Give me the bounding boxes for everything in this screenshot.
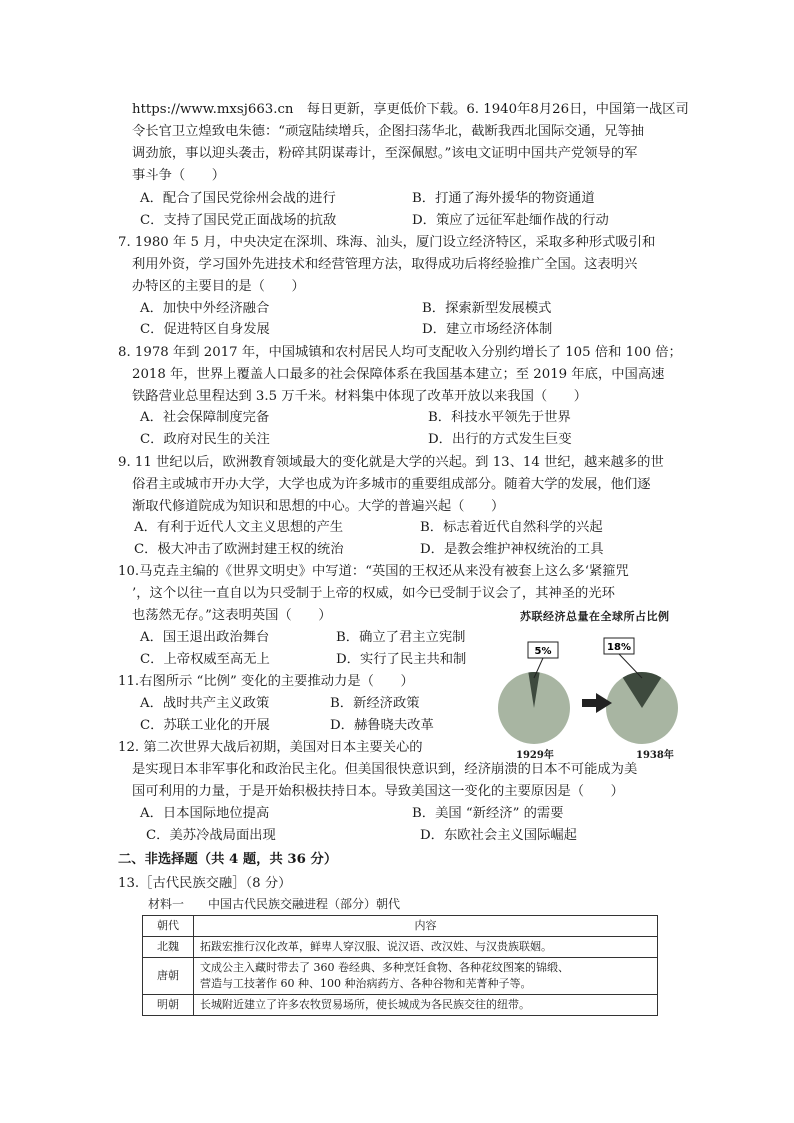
content-line: 长城附近建立了许多农牧贸易场所，使长城成为各民族交往的纽带。 — [200, 998, 530, 1011]
q12-option-b: B．美国 “新经济” 的需要 — [412, 806, 564, 821]
chart-title: 苏联经济总量在全球所占比例 — [520, 610, 670, 623]
q8-option-c: C．政府对民生的关注 — [140, 432, 270, 447]
q11-line1: 11.右图所示 “比例” 变化的主要推动力是（ ） — [118, 674, 414, 689]
q6-line3: 调劲旅，事以迎头袭击，粉碎其阴谋毒计，至深佩慰。”该电文证明中国共产党领导的军 — [132, 146, 638, 161]
q10-option-c: C．上帝权威至高无上 — [140, 652, 270, 667]
q6-line1: https://www.mxsj663.cn 每日更新，享更低价下载。6. 1940年8月26日，中国第一战区司 — [132, 102, 689, 117]
q6-line2: 令长官卫立煌致电朱德：“顽寇陆续增兵，企图扫荡华北，截断我西北国际交通，兄等抽 — [132, 124, 645, 139]
q9-line3: 渐取代修道院成为知识和思想的中心。大学的普遍兴起（ ） — [132, 499, 505, 514]
q12-line3: 国可利用的力量，于是开始积极扶持日本。导致美国这一变化的主要原因是（ ） — [132, 784, 624, 799]
table-row — [143, 995, 658, 1016]
chart-svg — [488, 626, 678, 761]
q13-title: 13.［古代民族交融］（8 分） — [118, 876, 292, 891]
table-cell-content — [194, 995, 658, 1016]
q13-table — [142, 915, 658, 1016]
content-line: 营造与工技著作 60 种、100 种治病药方、各种谷物和芜菁种子等。 — [200, 977, 532, 990]
q10-option-b: B．确立了君主立宪制 — [336, 630, 466, 645]
table-cell-content — [194, 937, 658, 958]
q8-line1: 8. 1978 年到 2017 年，中国城镇和农村居民人均可支配收入分别约增长了 105 倍和 100 倍； — [118, 345, 682, 360]
q8-option-d: D．出行的方式发生巨变 — [428, 432, 572, 447]
q12-line1: 12. 第二次世界大战后初期，美国对日本主要关心的 — [118, 740, 423, 755]
q7-option-a: A．加快中外经济融合 — [140, 301, 270, 316]
q7-line3: 办特区的主要目的是（ ） — [132, 279, 305, 294]
q6-option-a: A．配合了国民党徐州会战的进行 — [140, 191, 336, 206]
q8-line3: 铁路营业总里程达到 3.5 万千米。材料集中体现了改革开放以来我国（ ） — [132, 389, 588, 404]
q7-line1: 7. 1980 年 5 月，中央决定在深圳、珠海、汕头，厦门设立经济特区，采取多种形式吸引和 — [118, 235, 656, 250]
q8-option-a: A．社会保障制度完备 — [140, 410, 270, 425]
content-line: 文成公主入藏时带去了 360 卷经典、多种烹饪食物、各种花纹图案的锦缎、 — [200, 961, 569, 974]
pie-value-label: 18% — [607, 642, 631, 653]
q9-option-a: A．有利于近代人文主义思想的产生 — [134, 520, 344, 535]
q10-line1: 10.马克垚主编的《世界文明史》中写道：“英国的王权还从来没有被套上这么多‘紧箍咒 — [118, 564, 629, 579]
q6-option-d: D．策应了远征军赴缅作战的行动 — [412, 213, 609, 228]
q9-option-b: B．标志着近代自然科学的兴起 — [420, 520, 603, 535]
q10-line3: 也荡然无存。”这表明英国（ ） — [132, 608, 332, 623]
q6-option-b: B．打通了海外援华的物资通道 — [412, 191, 595, 206]
q7-option-c: C．促进特区自身发展 — [140, 322, 270, 337]
table-cell-content — [194, 958, 658, 995]
table-header-row — [143, 916, 658, 937]
table-header-content: 内容 — [194, 916, 658, 937]
q9-line1: 9. 11 世纪以后，欧洲教育领域最大的变化就是大学的兴起。到 13、14 世纪，越来越多的世 — [118, 455, 664, 470]
q11-option-c: C．苏联工业化的开展 — [140, 718, 270, 733]
q12-line2: 是实现日本非军事化和政治民主化。但美国很快意识到，经济崩溃的日本不可能成为美 — [132, 762, 638, 777]
table-row — [143, 958, 658, 995]
section-2-heading: 二、非选择题（共 4 题，共 36 分） — [118, 852, 338, 867]
table-header-dynasty: 朝代 — [143, 916, 194, 937]
q10-line2: ’，这个以往一直自以为只受制于上帝的权威，如今已受制于议会了，其神圣的光环 — [132, 586, 615, 601]
table-cell-dynasty: 明朝 — [143, 995, 194, 1016]
q10-option-d: D．实行了民主共和制 — [336, 652, 467, 667]
q6-option-c: C．支持了国民党正面战场的抗敌 — [140, 213, 337, 228]
ussr-economy-chart — [488, 608, 678, 761]
pie-label-1929: 1929年 — [516, 750, 554, 761]
content-line: 拓跋宏推行汉化改革，鲜卑人穿汉服、说汉语、改汉姓、与汉贵族联姻。 — [200, 940, 552, 953]
q6-line4: 事斗争（ ） — [132, 168, 226, 183]
q7-option-b: B．探索新型发展模式 — [422, 301, 552, 316]
q9-option-c: C．极大冲击了欧洲封建王权的统治 — [134, 542, 344, 557]
q7-line2: 利用外资，学习国外先进技术和经营管理方法，取得成功后将经验推广全国。这表明兴 — [132, 257, 638, 272]
q12-option-c: C．美苏冷战局面出现 — [146, 828, 276, 843]
pie-value-label: 5% — [534, 646, 552, 657]
q13-material-1: 材料一 中国古代民族交融进程（部分）朝代 — [148, 897, 401, 911]
table-cell-dynasty: 唐朝 — [143, 958, 194, 995]
q11-option-a: A．战时共产主义政策 — [140, 696, 270, 711]
q11-option-b: B．新经济政策 — [330, 696, 420, 711]
q11-option-d: D．赫鲁晓夫改革 — [330, 718, 434, 733]
table-row — [143, 937, 658, 958]
q7-option-d: D．建立市场经济体制 — [422, 322, 553, 337]
q12-option-d: D．东欧社会主义国际崛起 — [420, 828, 577, 843]
q8-line2: 2018 年，世界上覆盖人口最多的社会保障体系在我国基本建立；至 2019 年底，中国高速 — [132, 367, 665, 382]
q9-line2: 俗君主或城市开办大学，大学也成为许多城市的重要组成部分。随着大学的发展，他们逐 — [132, 477, 651, 492]
table-cell-dynasty: 北魏 — [143, 937, 194, 958]
q12-option-a: A．日本国际地位提高 — [140, 806, 270, 821]
q10-option-a: A．国王退出政治舞台 — [140, 630, 270, 645]
pie-label-1938: 1938年 — [636, 750, 674, 761]
q8-option-b: B．科技水平领先于世界 — [428, 410, 571, 425]
q9-option-d: D．是教会维护神权统治的工具 — [420, 542, 604, 557]
